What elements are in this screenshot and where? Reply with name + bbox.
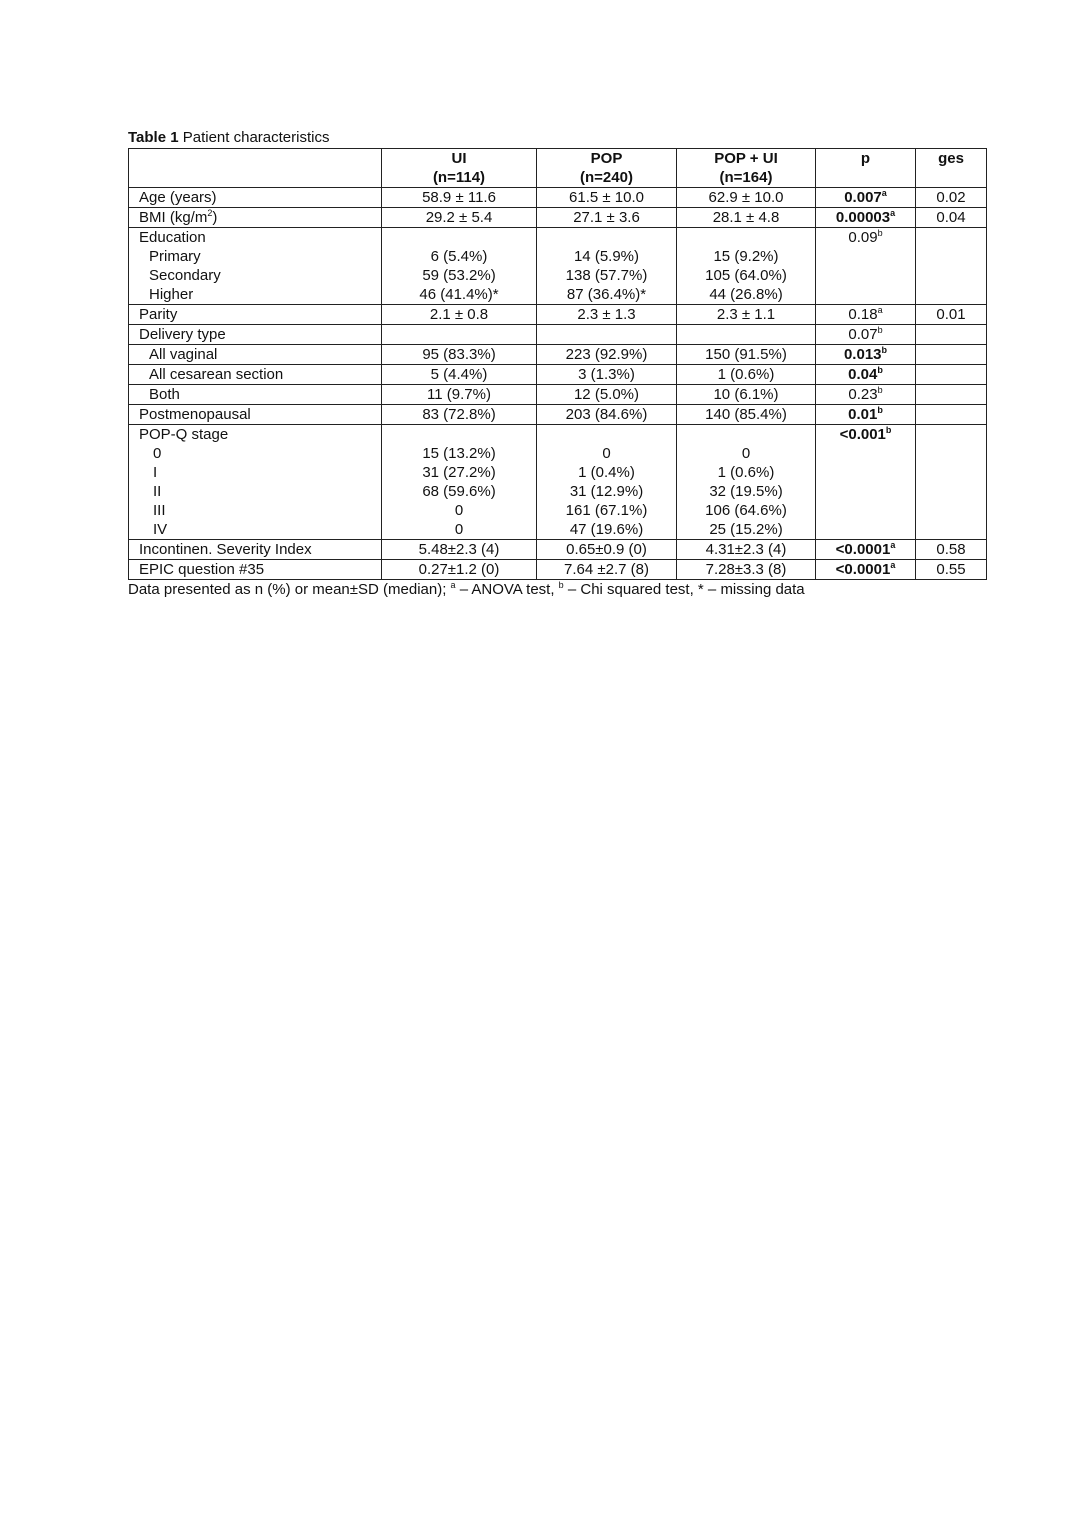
cell-value: 58.9 ± 11.6 [422, 189, 496, 206]
cell-value: 44 (26.8%) [709, 286, 783, 303]
cell-value: 0.27±1.2 (0) [418, 561, 500, 578]
p-value [820, 228, 911, 247]
p-value [820, 345, 911, 364]
cell-popui [677, 540, 816, 560]
ges-value: 0.58 [936, 541, 966, 558]
table-body [129, 188, 987, 580]
row-label-text: All cesarean section [149, 366, 284, 383]
table-row [129, 188, 987, 208]
row-label-text: Age (years) [139, 189, 217, 206]
row-label-text: Both [149, 386, 180, 403]
cell-ges [916, 425, 987, 540]
cell-ui [382, 345, 537, 365]
row-label-cell [129, 208, 382, 228]
cell-ui [382, 405, 537, 425]
table-row [129, 540, 987, 560]
p-value-text: 0.013 [843, 346, 882, 363]
header-popui-name: POP + UI [714, 150, 778, 167]
cell-ui [382, 560, 537, 580]
row-label-cell [129, 405, 382, 425]
p-value-text: 0.04 [848, 366, 878, 383]
table-row [129, 425, 987, 540]
row-label-text: Postmenopausal [139, 406, 251, 423]
cell-value: 28.1 ± 4.8 [712, 209, 780, 226]
row-sublabel: 0 [153, 445, 162, 462]
p-value [820, 560, 911, 579]
cell-popui [677, 345, 816, 365]
row-label-text: POP-Q stage [139, 426, 229, 443]
cell-pop [537, 385, 677, 405]
cell-value: 11 (9.7%) [427, 386, 491, 403]
p-value-text: 0.07 [848, 326, 878, 343]
cell-value: 2.1 ± 0.8 [429, 306, 489, 323]
cell-value: 0 [454, 521, 464, 538]
row-label-text: Education [139, 229, 206, 246]
p-value [820, 365, 911, 384]
cell-pop [537, 425, 677, 540]
cell-ges [916, 208, 987, 228]
row-label-cell [129, 540, 382, 560]
cell-value: 0 [602, 445, 611, 462]
row-label [139, 425, 377, 444]
cell-value: 223 (92.9%) [565, 346, 648, 363]
cell-value: 68 (59.6%) [422, 483, 496, 500]
table-footnote [128, 580, 986, 600]
ges-value [920, 425, 982, 444]
p-value-test-marker: a [890, 208, 896, 218]
row-label-text: Incontinen. Severity Index [139, 541, 312, 558]
p-value [820, 305, 911, 324]
cell-pop [537, 325, 677, 345]
header-pop-name: POP [590, 150, 623, 167]
cell-value: 14 (5.9%) [573, 248, 640, 265]
row-sublabel: III [153, 502, 166, 519]
p-value-text: <0.001 [839, 426, 886, 443]
p-value-test-marker: b [885, 425, 892, 435]
cell-value: 1 (0.4%) [578, 464, 635, 481]
cell-value: 46 (41.4%)* [419, 286, 499, 303]
row-label-text: Delivery type [139, 326, 226, 343]
cell-value: 7.64 ±2.7 (8) [564, 561, 649, 578]
row-label [139, 188, 377, 207]
ges-value [920, 345, 982, 364]
cell-ges [916, 365, 987, 385]
p-value-test-marker: b [877, 385, 883, 395]
cell-value: 105 (64.0%) [705, 267, 787, 284]
header-ui-name: UI [451, 150, 467, 167]
cell-value: 31 (12.9%) [569, 483, 644, 500]
p-value-test-marker: b [877, 228, 883, 238]
cell-value: 25 (15.2%) [709, 521, 783, 538]
cell-value: 5.48±2.3 (4) [418, 541, 500, 558]
row-label [139, 228, 377, 247]
p-value-text: 0.23 [848, 386, 878, 403]
row-label-cell [129, 385, 382, 405]
cell-value: 31 (27.2%) [422, 464, 496, 481]
p-value-text: 0.007 [844, 189, 882, 206]
cell-ui [382, 228, 537, 305]
p-value-test-marker: b [881, 345, 888, 355]
footnote-sup-b: b [558, 580, 564, 590]
cell-value: 32 (19.5%) [709, 483, 783, 500]
cell-pop [537, 540, 677, 560]
cell-p [816, 325, 916, 345]
p-value [820, 208, 911, 227]
cell-p [816, 345, 916, 365]
cell-popui [677, 560, 816, 580]
p-value [820, 325, 911, 344]
p-value-text: 0.01 [848, 406, 878, 423]
cell-p [816, 305, 916, 325]
cell-value: 0.65±0.9 (0) [566, 541, 647, 558]
caption-label: Table 1 [128, 129, 179, 146]
cell-pop [537, 208, 677, 228]
cell-value: 6 (5.4%) [430, 248, 488, 265]
cell-popui [677, 405, 816, 425]
cell-p [816, 425, 916, 540]
row-label-cell [129, 425, 382, 540]
cell-value: 140 (85.4%) [705, 406, 787, 423]
cell-value: 0 [454, 502, 464, 519]
row-label-superscript: 2 [207, 208, 213, 218]
cell-spacer [541, 425, 672, 444]
cell-value: 10 (6.1%) [713, 386, 779, 403]
cell-p [816, 365, 916, 385]
cell-value: 95 (83.3%) [422, 346, 496, 363]
cell-value: 3 (1.3%) [578, 366, 635, 383]
cell-ui [382, 425, 537, 540]
header-popui-n: (n=164) [719, 169, 773, 186]
cell-ges [916, 405, 987, 425]
cell-ges [916, 540, 987, 560]
table-row [129, 325, 987, 345]
patient-characteristics-table [128, 148, 987, 580]
cell-pop [537, 405, 677, 425]
cell-spacer [541, 228, 672, 247]
table-row [129, 305, 987, 325]
cell-p [816, 188, 916, 208]
cell-popui [677, 385, 816, 405]
header-pop-ui [677, 149, 816, 188]
cell-value: 4.31±2.3 (4) [705, 541, 787, 558]
cell-value: 2.3 ± 1.3 [577, 306, 636, 323]
ges-value [920, 385, 982, 404]
header-ges: ges [916, 149, 987, 188]
cell-popui [677, 325, 816, 345]
cell-value: 203 (84.6%) [565, 406, 648, 423]
cell-popui [677, 305, 816, 325]
table-row [129, 405, 987, 425]
row-sublabel: Primary [149, 248, 201, 265]
p-value [820, 188, 911, 207]
row-label [139, 560, 377, 579]
table-row [129, 345, 987, 365]
row-label [139, 365, 377, 384]
ges-value [920, 365, 982, 384]
header-row [129, 149, 987, 188]
cell-spacer [681, 228, 811, 247]
row-label-tail: ) [212, 209, 218, 226]
p-value-text: <0.0001 [835, 561, 891, 578]
cell-pop [537, 305, 677, 325]
p-value-text: 0.00003 [835, 209, 891, 226]
p-value-test-marker: a [890, 560, 896, 570]
row-label-cell [129, 365, 382, 385]
row-label [139, 345, 377, 364]
cell-value: 2.3 ± 1.1 [716, 306, 776, 323]
p-value-test-marker: b [877, 365, 883, 375]
ges-value [920, 228, 982, 247]
row-sublabel: IV [153, 521, 168, 538]
row-label [139, 540, 377, 559]
cell-p [816, 228, 916, 305]
p-value [820, 385, 911, 404]
cell-ges [916, 560, 987, 580]
cell-value: 15 (9.2%) [713, 248, 779, 265]
cell-value: 61.5 ± 10.0 [569, 189, 644, 206]
header-p: p [816, 149, 916, 188]
row-sublabel: Secondary [149, 267, 221, 284]
p-value-test-marker: a [881, 188, 887, 198]
cell-spacer [681, 425, 811, 444]
table-caption [128, 129, 986, 147]
cell-ges [916, 188, 987, 208]
row-sublabel: I [153, 464, 158, 481]
row-label-text: Parity [139, 306, 178, 323]
cell-popui [677, 228, 816, 305]
row-label [139, 385, 377, 404]
cell-pop [537, 365, 677, 385]
cell-ui [382, 325, 537, 345]
cell-value: 87 (36.4%)* [566, 286, 647, 303]
cell-ges [916, 325, 987, 345]
header-pop-n: (n=240) [580, 169, 633, 186]
p-value [820, 405, 911, 424]
footnote-part2: – ANOVA test, [455, 581, 559, 598]
row-sublabel: II [153, 483, 162, 500]
cell-ges [916, 345, 987, 365]
cell-value: 59 (53.2%) [422, 267, 496, 284]
row-sublabel: Higher [149, 286, 194, 303]
cell-ui [382, 365, 537, 385]
caption-text: Patient characteristics [178, 129, 330, 146]
ges-value [920, 325, 982, 344]
ges-value: 0.01 [936, 306, 966, 323]
table-row [129, 560, 987, 580]
cell-value: 83 (72.8%) [422, 406, 496, 423]
cell-pop [537, 345, 677, 365]
p-value-test-marker: a [877, 305, 883, 315]
cell-pop [537, 560, 677, 580]
cell-value: 106 (64.6%) [705, 502, 787, 519]
header-ui-n: (n=114) [432, 169, 486, 186]
p-value-text: 0.18 [848, 306, 878, 323]
row-label-cell [129, 345, 382, 365]
cell-value [541, 325, 672, 344]
row-label-text: All vaginal [149, 346, 218, 363]
cell-ui [382, 385, 537, 405]
ges-value: 0.02 [936, 189, 966, 206]
cell-ui [382, 305, 537, 325]
cell-p [816, 385, 916, 405]
cell-value: 12 (5.0%) [573, 386, 640, 403]
table-row [129, 228, 987, 305]
row-label-cell [129, 188, 382, 208]
cell-popui [677, 425, 816, 540]
cell-ges [916, 228, 987, 305]
p-value [820, 425, 911, 444]
cell-p [816, 405, 916, 425]
cell-value: 47 (19.6%) [569, 521, 644, 538]
cell-value [386, 325, 532, 344]
cell-ui [382, 208, 537, 228]
row-label-text: EPIC question #35 [139, 561, 265, 578]
table-container [128, 129, 986, 600]
cell-popui [677, 188, 816, 208]
row-label-cell [129, 228, 382, 305]
cell-popui [677, 208, 816, 228]
row-label [139, 305, 377, 324]
cell-pop [537, 228, 677, 305]
p-value-test-marker: a [890, 540, 896, 550]
cell-value: 62.9 ± 10.0 [708, 189, 784, 206]
cell-value [681, 325, 811, 344]
cell-p [816, 560, 916, 580]
cell-value: 0 [741, 445, 751, 462]
cell-p [816, 208, 916, 228]
cell-spacer [386, 228, 532, 247]
cell-ui [382, 188, 537, 208]
cell-value: 1 (0.6%) [717, 366, 775, 383]
p-value [820, 540, 911, 559]
row-label-cell [129, 305, 382, 325]
row-label [139, 208, 377, 227]
cell-ges [916, 305, 987, 325]
row-label [139, 325, 377, 344]
ges-value: 0.04 [936, 209, 966, 226]
header-blank [129, 149, 382, 188]
cell-value: 161 (67.1%) [565, 502, 648, 519]
cell-pop [537, 188, 677, 208]
p-value-test-marker: b [877, 405, 883, 415]
p-value-text: 0.09 [848, 229, 878, 246]
cell-spacer [386, 425, 532, 444]
cell-value: 7.28±3.3 (8) [705, 561, 787, 578]
header-pop [537, 149, 677, 188]
table-row [129, 385, 987, 405]
cell-value: 138 (57.7%) [565, 267, 648, 284]
table-row [129, 208, 987, 228]
footnote-part1: Data presented as n (%) or mean±SD (median); [128, 581, 451, 598]
row-label [139, 405, 377, 424]
row-label-cell [129, 325, 382, 345]
cell-value: 27.1 ± 3.6 [573, 209, 640, 226]
p-value-test-marker: b [877, 325, 883, 335]
cell-p [816, 540, 916, 560]
ges-value: 0.55 [936, 561, 966, 578]
ges-value [920, 405, 982, 424]
cell-value: 1 (0.6%) [717, 464, 775, 481]
cell-ui [382, 540, 537, 560]
cell-popui [677, 365, 816, 385]
footnote-sup-a: a [450, 580, 456, 590]
cell-value: 150 (91.5%) [705, 346, 787, 363]
cell-ges [916, 385, 987, 405]
p-value-text: <0.0001 [835, 541, 891, 558]
footnote-part3: – Chi squared test, * – missing data [563, 581, 805, 598]
table-row [129, 365, 987, 385]
header-ui [382, 149, 537, 188]
cell-value: 15 (13.2%) [422, 445, 496, 462]
cell-value: 5 (4.4%) [430, 366, 488, 383]
row-label-cell [129, 560, 382, 580]
row-label-text: BMI (kg/m [139, 209, 208, 226]
cell-value: 29.2 ± 5.4 [425, 209, 493, 226]
